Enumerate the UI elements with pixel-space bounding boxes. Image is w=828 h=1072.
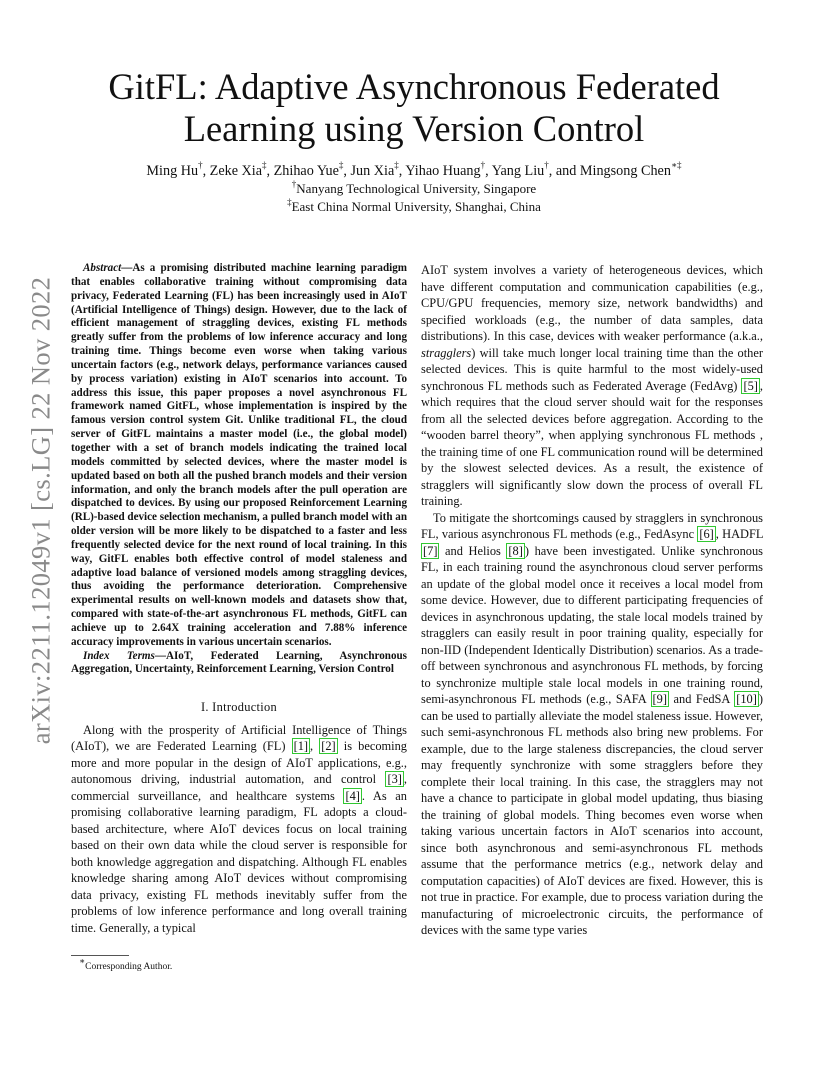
right-column <box>421 262 763 939</box>
author-list <box>60 162 768 180</box>
index-terms-label: Index Terms <box>83 649 155 662</box>
paragraph: To mitigate the shortcomings caused by stragglers in synchronous FL, various asynchronous FL methods (e.g., FedAsync [6] , HADFL [7] and Helios [8] ) have been investigated. Unlike synchronous FL, in each training round the asynchronous cloud server performs an update of the global model once it receives a local model from some device. However, due to different participating frequencies of devices in asynchronous updating, the stale local models trained by stragglers can easily result in poor training quality, especially for non-IID (Independent Identically Distribution) scenarios. As a trade-off between synchronous and asynchronous FL methods, by forcing to synchronize multiple stale local models in one training round, semi-asynchronous FL methods (e.g., SAFA [9] and FedSA [10] ) can be used to partially alleviate the model staleness issue. However, such semi-asynchronous FL methods also bring new problems. For example, due to the large staleness discrepancies, the cloud server may frequently synchronize with some stragglers before they complete their local training. In this case, the stragglers may not have a chance to participate in global model updating, thus biasing the training of global models. Thing becomes even worse when taking various uncertain factors in AIoT scenarios into account, since both asynchronous and semi-asynchronous FL methods assume that the performance metrics (e.g., network delay and computation capacities) of AIoT devices are fixed. However, this is not true in practice. For example, due to process variation during the manufacturing of microelectronic circuits, the performance of devices with the same type varies <box>421 510 763 937</box>
arxiv-sidebar <box>14 260 68 760</box>
author: Zhihao Yue‡, <box>273 160 351 179</box>
citation-link[interactable]: [9] <box>652 692 667 706</box>
citation-link[interactable]: [3] <box>387 772 402 787</box>
citation-link[interactable]: [5] <box>743 378 758 393</box>
citation-link[interactable]: [2] <box>321 739 336 754</box>
index-terms: Index Terms—AIoT, Federated Learning, Asynchronous Aggregation, Uncertainty, Reinforcement Learning, Version Control <box>71 649 407 676</box>
citation-link[interactable]: [7] <box>423 543 438 558</box>
footnote: ∗Corresponding Author. <box>79 955 173 972</box>
author: Yang Liu†, and <box>491 160 580 179</box>
author: Ming Hu†, <box>146 160 210 179</box>
author: Zeke Xia‡, <box>209 160 274 179</box>
paragraph: AIoT system involves a variety of heterogeneous devices, which have different computation and communication capabilities (e.g., CPU/GPU frequencies, memory size, network bandwidths) and specified workloads (e.g., the number of data samples, data distributions). In this case, devices with weaker performance (a.k.a., stragglers) will take much longer local training time than the other selected devices. This is quite harmful to the most widely-used synchronous FL methods such as Federated Average (FedAvg) [5] , which requires that the cloud server should wait for the responses from all the selected devices before aggregation. According to the “wooden barrel theory”, when applying synchronous FL methods , the training time of one FL communication round will be determined by the slowest selected devices. As a result, the existence of stragglers will significantly slow down the process of overall FL training. <box>421 263 763 508</box>
abstract: Abstract—As a promising distributed machine learning paradigm that enables collaborative training without compromising data privacy, Federated Learning (FL) has been increasingly used in AIoT (Artificial Intelligence of Things) design. However, due to the lack of efficient management of straggling devices, existing FL methods greatly suffer from the problems of low inference accuracy and long training time. Things become even worse when taking various uncertain factors (e.g., network delays, performance variances caused by process variation) existing in AIoT scenarios into account. To address this issue, this paper proposes a novel asynchronous FL framework named GitFL, whose implementation is inspired by the famous version control system Git. Unlike traditional FL, the cloud server of GitFL maintains a master model (i.e., the global model) together with a set of branch models indicating the trained local models committed by selected devices, where the master model is updated based on both all the pushed branch models and their version information, and only the branch models after the pull operation are dispatched to devices. By using our proposed Reinforcement Learning (RL)-based device selection mechanism, a pulled branch model with an older version will be more likely to be dispatched to a faster and less frequently selected device for the next round of local training. In this way, GitFL enables both effective control of model staleness and adaptive load balance of versioned models among straggling devices, thus avoiding the performance deterioration. Comprehensive experimental results on well-known models and datasets show that, compared with state-of-the-art asynchronous FL methods, GitFL can achieve up to 2.64X training acceleration and 7.88% inference accuracy improvements in various uncertain scenarios. <box>71 262 407 648</box>
affiliation: †Nanyang Technological University, Singapore <box>291 178 537 196</box>
citation-link[interactable]: [8] <box>508 543 523 558</box>
author: Jun Xia‡, <box>350 160 406 179</box>
citation-link[interactable]: [10] <box>736 692 757 706</box>
citation-link[interactable]: [6] <box>699 527 714 541</box>
abstract-label: Abstract <box>83 262 122 274</box>
author: Mingsong Chen∗‡ <box>579 160 682 179</box>
left-column <box>71 262 407 936</box>
citation-link[interactable]: [4] <box>345 788 360 803</box>
citation-link[interactable]: [1] <box>293 739 309 754</box>
paper-title: GitFL: Adaptive Asynchronous Federated Learning using Version Control <box>108 66 720 149</box>
arxiv-identifier: arXiv:2211.12049v1 [cs.LG] 22 Nov 2022 <box>25 276 56 744</box>
author: Yihao Huang†, <box>405 160 492 179</box>
paragraph: Along with the prosperity of Artificial Intelligence of Things (AIoT), we are Federated Learning (FL) [1] , [2] is becoming more and more popular in the design of AIoT applications, e.g., autonomous driving, industrial automation, and control [3] , commercial surveillance, and healthcare systems [4] . As an promising collaborative learning paradigm, FL adopts a cloud-based architecture, where AIoT devices focus on local training based on their own data while the cloud server is responsible for both knowledge aggregation and dispatching. Although FL enables knowledge sharing among AIoT devices without compromising data privacy, existing FL methods inevitably suffer from the problems of low inference performance and long overall training time. Generally, a typical <box>71 722 407 935</box>
section-heading: I. Introduction <box>200 700 278 715</box>
affiliation: ‡East China Normal University, Shanghai, China <box>287 196 541 214</box>
